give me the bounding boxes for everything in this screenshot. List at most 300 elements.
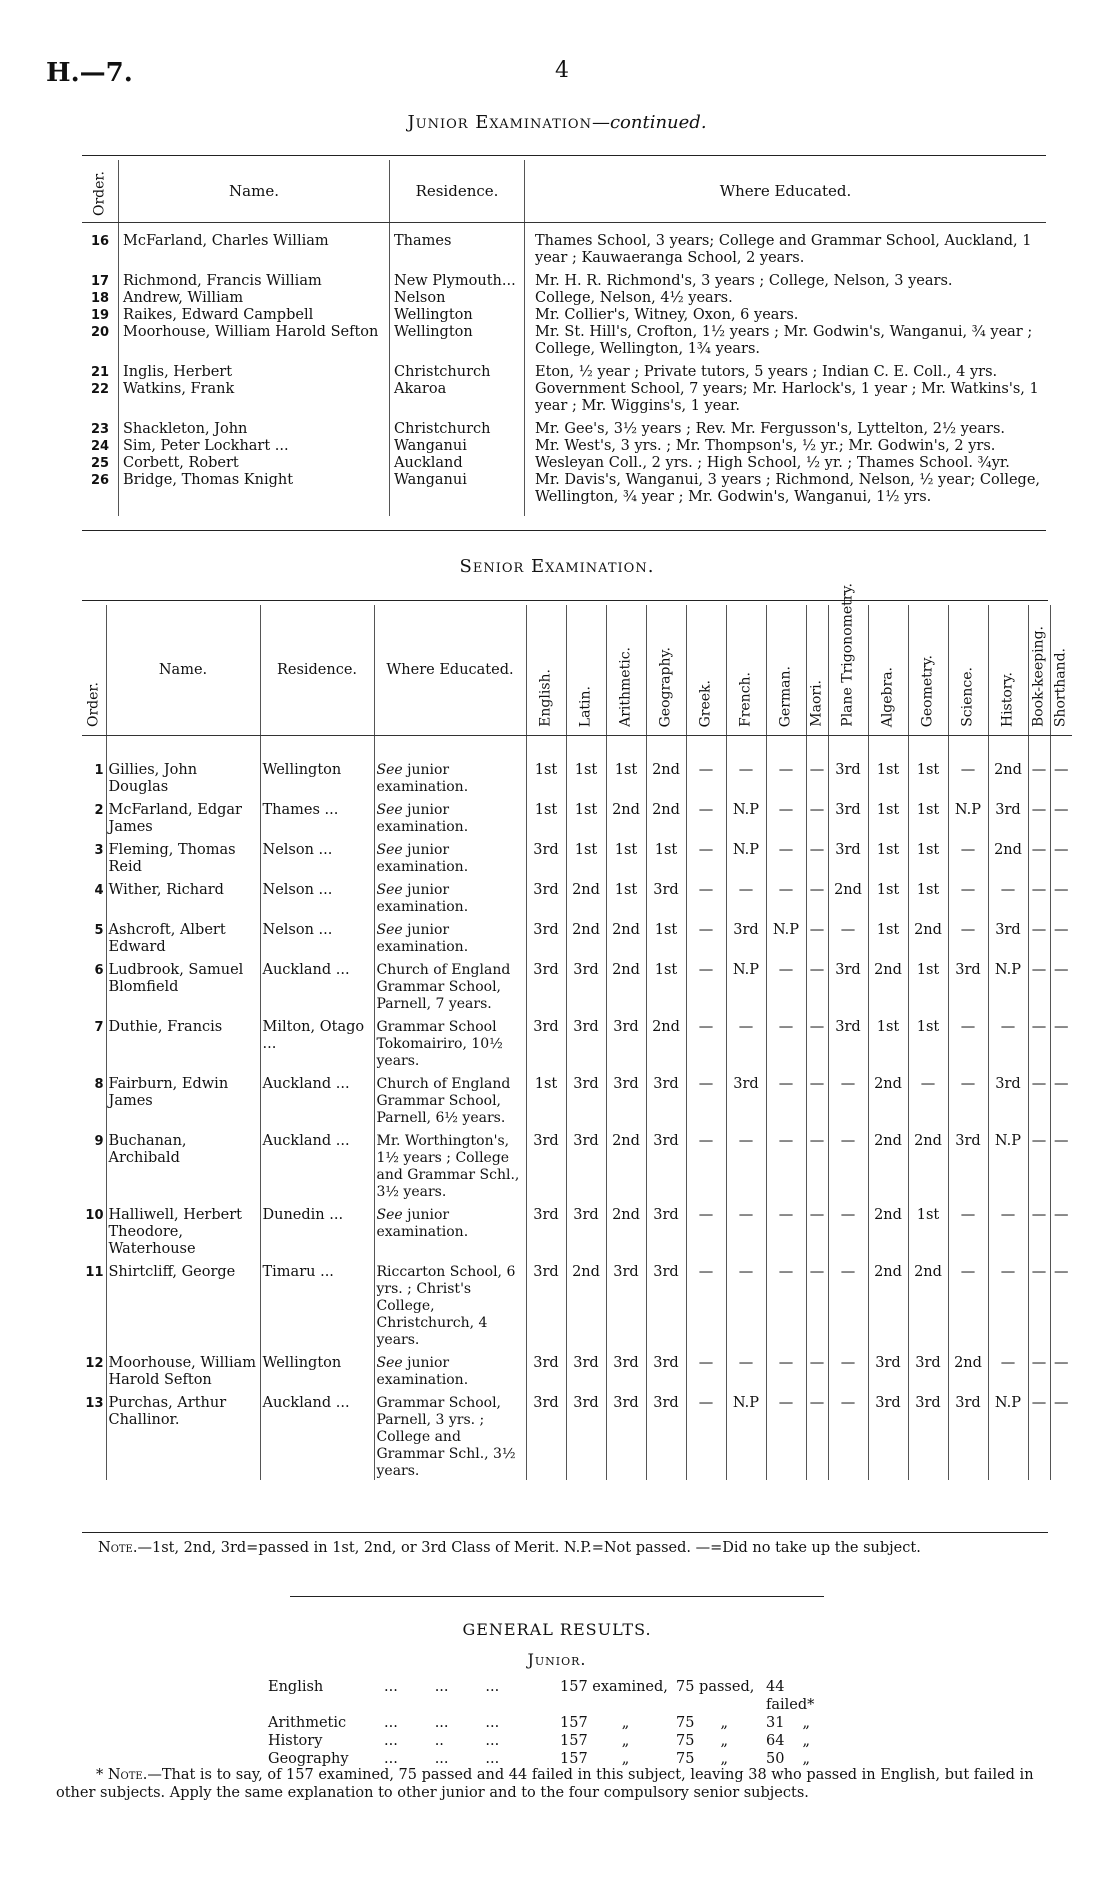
senior-where <box>374 1389 526 1480</box>
senior-result: — <box>828 1349 868 1389</box>
senior-result: 3rd <box>646 1127 686 1201</box>
senior-result: — <box>726 1349 766 1389</box>
senior-result: — <box>686 836 726 876</box>
senior-where-see: See <box>376 802 403 818</box>
senior-result: N.P <box>726 956 766 1013</box>
junior-residence: Auckland <box>390 455 525 472</box>
senior-result: 1st <box>908 836 948 876</box>
senior-result: — <box>908 1070 948 1127</box>
senior-result: — <box>686 1389 726 1480</box>
senior-col-subject: French. <box>726 605 766 736</box>
junior-name: Richmond, Francis William <box>119 267 390 290</box>
senior-where-see: See <box>376 882 403 898</box>
senior-result: 3rd <box>988 1070 1028 1127</box>
senior-result: 2nd <box>606 916 646 956</box>
senior-where <box>374 796 526 836</box>
senior-result: — <box>948 916 988 956</box>
general-junior-title: Junior. <box>527 1650 587 1669</box>
result-leader-dots: ... ... ... <box>384 1679 500 1695</box>
senior-where-text: Mr. Worthington's, 1½ years ; College and Grammar Schl., 3½ years. <box>376 1133 520 1200</box>
senior-result: — <box>806 1201 828 1258</box>
legend-note <box>98 1540 921 1556</box>
senior-where-see: See <box>376 762 403 778</box>
result-examined: 157 „ <box>560 1751 630 1767</box>
senior-result: — <box>766 1349 806 1389</box>
senior-result: 3rd <box>828 836 868 876</box>
result-leader-dots: ... ... ... <box>384 1751 500 1767</box>
senior-residence: Thames ... <box>260 796 374 836</box>
senior-where <box>374 1201 526 1258</box>
junior-order: 17 <box>90 274 110 289</box>
legend-note-text: —1st, 2nd, 3rd=passed in 1st, 2nd, or 3rd Class of Merit. N.P.=Not passed. —=Did no take up the subject. <box>137 1540 921 1556</box>
senior-row <box>82 1389 1072 1480</box>
senior-result: 2nd <box>566 876 606 916</box>
senior-result: — <box>828 1389 868 1480</box>
senior-result: — <box>686 736 726 797</box>
senior-top-rule <box>82 600 1048 601</box>
senior-result: — <box>766 1389 806 1480</box>
senior-col-order: Order. <box>82 605 106 736</box>
senior-residence: Milton, Otago ... <box>260 1013 374 1070</box>
senior-where-text: Church of England Grammar School, Parnell, 7 years. <box>376 962 511 1012</box>
senior-result: 3rd <box>988 916 1028 956</box>
junior-where: Mr. Collier's, Witney, Oxon, 6 years. <box>525 307 1047 324</box>
junior-order: 25 <box>90 456 110 471</box>
senior-result: — <box>806 836 828 876</box>
junior-col-residence: Residence. <box>390 160 525 223</box>
senior-where <box>374 1013 526 1070</box>
senior-result: — <box>1028 1201 1050 1258</box>
ditto-mark: „ <box>621 1751 630 1767</box>
senior-name: Halliwell, Herbert Theodore, Waterhouse <box>106 1201 260 1258</box>
result-passed: 75 passed, <box>676 1679 755 1695</box>
senior-result: — <box>1050 1258 1072 1349</box>
senior-residence: Wellington <box>260 736 374 797</box>
senior-result: — <box>828 916 868 956</box>
junior-where: Wesleyan Coll., 2 yrs. ; High School, ½ yr. ; Thames School. ¾yr. <box>525 455 1047 472</box>
senior-result: N.P <box>766 916 806 956</box>
junior-row <box>82 307 1046 324</box>
senior-col-subject: Book-keeping. <box>1028 605 1050 736</box>
senior-result: 3rd <box>606 1070 646 1127</box>
senior-result: 3rd <box>726 1070 766 1127</box>
senior-result: 1st <box>908 956 948 1013</box>
result-failed: 50 „ <box>766 1751 810 1767</box>
senior-result: — <box>726 1127 766 1201</box>
page-number: 4 <box>555 58 569 83</box>
junior-top-rule <box>82 155 1046 156</box>
senior-result: — <box>1050 1127 1072 1201</box>
result-leader-dots: ... .. ... <box>384 1733 500 1749</box>
senior-result: 3rd <box>526 836 566 876</box>
senior-row <box>82 736 1072 797</box>
senior-result: 3rd <box>566 956 606 1013</box>
senior-result: 1st <box>908 1013 948 1070</box>
senior-result: 1st <box>908 796 948 836</box>
senior-result: 3rd <box>566 1127 606 1201</box>
footnote-text: —That is to say, of 157 examined, 75 passed and 44 failed in this subject, leaving 38 who passed in English, but failed in other subjects. Apply the same explanation to other junior and to the four compulsory senior subjects. <box>56 1767 1034 1801</box>
senior-result: 3rd <box>646 876 686 916</box>
senior-result: — <box>1028 876 1050 916</box>
senior-row <box>82 836 1072 876</box>
senior-result: — <box>686 1070 726 1127</box>
junior-row <box>82 415 1046 438</box>
senior-result: — <box>686 876 726 916</box>
senior-where-see: See <box>376 922 403 938</box>
senior-result: — <box>948 1013 988 1070</box>
report-code: H.—7. <box>46 58 133 88</box>
senior-result: — <box>988 876 1028 916</box>
junior-order: 19 <box>90 308 110 323</box>
senior-result: 2nd <box>908 1127 948 1201</box>
senior-col-subject: Geography. <box>646 605 686 736</box>
senior-col-subject: Greek. <box>686 605 726 736</box>
junior-bottom-rule <box>82 530 1046 531</box>
footnote-label: * Note. <box>96 1767 148 1783</box>
senior-result: 2nd <box>948 1349 988 1389</box>
senior-result: 3rd <box>526 916 566 956</box>
footnote <box>56 1766 1056 1802</box>
general-results-row <box>268 1678 842 1714</box>
result-subject: Geography <box>268 1751 349 1767</box>
senior-result: — <box>1050 1070 1072 1127</box>
senior-result: 3rd <box>646 1258 686 1349</box>
senior-result: 3rd <box>606 1258 646 1349</box>
senior-result: 3rd <box>828 956 868 1013</box>
senior-result: — <box>1050 736 1072 797</box>
senior-result: 1st <box>526 1070 566 1127</box>
ditto-mark: „ <box>802 1733 810 1749</box>
senior-residence: Auckland ... <box>260 956 374 1013</box>
senior-result: — <box>1028 1349 1050 1389</box>
result-examined: 157 „ <box>560 1733 630 1749</box>
senior-result: 3rd <box>566 1349 606 1389</box>
junior-residence: Wanganui <box>390 438 525 455</box>
senior-result: 1st <box>868 916 908 956</box>
senior-result: 2nd <box>868 1201 908 1258</box>
senior-where <box>374 916 526 956</box>
senior-result: — <box>1050 1389 1072 1480</box>
senior-result: — <box>806 796 828 836</box>
ditto-mark: „ <box>802 1715 810 1731</box>
ditto-mark: „ <box>720 1715 728 1731</box>
senior-result: — <box>988 1013 1028 1070</box>
senior-order: 6 <box>94 963 104 978</box>
senior-result: — <box>828 1258 868 1349</box>
junior-order: 18 <box>90 291 110 306</box>
senior-result: 2nd <box>606 1201 646 1258</box>
senior-row <box>82 1127 1072 1201</box>
junior-name: McFarland, Charles William <box>119 223 390 268</box>
senior-row <box>82 1201 1072 1258</box>
senior-result: N.P <box>988 1127 1028 1201</box>
senior-result: — <box>948 836 988 876</box>
senior-result: 1st <box>606 876 646 916</box>
senior-where <box>374 1070 526 1127</box>
junior-where: Mr. H. R. Richmond's, 3 years ; College, Nelson, 3 years. <box>525 267 1047 290</box>
senior-result: 3rd <box>566 1389 606 1480</box>
senior-result: — <box>766 1070 806 1127</box>
senior-name: Ashcroft, Albert Edward <box>106 916 260 956</box>
result-subject: Arithmetic <box>268 1715 347 1731</box>
result-failed: 31 „ <box>766 1715 810 1731</box>
senior-result: 1st <box>908 876 948 916</box>
senior-result: 1st <box>908 736 948 797</box>
senior-result: 3rd <box>526 1349 566 1389</box>
senior-result: — <box>686 1013 726 1070</box>
senior-result: N.P <box>726 1389 766 1480</box>
senior-where-text: Riccarton School, 6 yrs. ; Christ's College, Christchurch, 4 years. <box>376 1264 516 1348</box>
senior-name: Duthie, Francis <box>106 1013 260 1070</box>
senior-result: — <box>1050 876 1072 916</box>
senior-result: 3rd <box>646 1349 686 1389</box>
result-leader-dots: ... ... ... <box>384 1715 500 1731</box>
senior-where-text: junior examination. <box>376 842 469 875</box>
junior-where: Thames School, 3 years; College and Grammar School, Auckland, 1 year ; Kauwaeranga School, 2 years. <box>525 223 1047 268</box>
junior-where: Mr. Gee's, 3½ years ; Rev. Mr. Fergusson's, Lyttelton, 2½ years. <box>525 415 1047 438</box>
junior-order: 20 <box>90 325 110 340</box>
senior-result: — <box>806 1127 828 1201</box>
senior-order: 8 <box>94 1077 104 1092</box>
senior-result: 2nd <box>868 1258 908 1349</box>
junior-row <box>82 472 1046 516</box>
result-passed: 75 „ <box>676 1715 728 1731</box>
junior-residence: Wellington <box>390 307 525 324</box>
senior-result: — <box>806 1013 828 1070</box>
senior-result: 1st <box>606 836 646 876</box>
senior-col-subject: History. <box>988 605 1028 736</box>
senior-where-text: junior examination. <box>376 1207 469 1240</box>
senior-result: — <box>1028 1127 1050 1201</box>
senior-result: — <box>766 836 806 876</box>
junior-row <box>82 324 1046 358</box>
junior-where: Mr. West's, 3 yrs. ; Mr. Thompson's, ½ yr.; Mr. Godwin's, 2 yrs. <box>525 438 1047 455</box>
senior-result: 3rd <box>726 916 766 956</box>
senior-result: N.P <box>988 956 1028 1013</box>
senior-order: 10 <box>85 1208 104 1223</box>
junior-order: 26 <box>90 473 110 488</box>
result-failed: 44 failed* <box>766 1679 815 1713</box>
senior-order: 12 <box>85 1356 104 1371</box>
senior-result: — <box>806 876 828 916</box>
senior-result: 1st <box>868 736 908 797</box>
senior-result: — <box>766 876 806 916</box>
senior-result: — <box>1050 1201 1072 1258</box>
senior-where-see: See <box>376 1207 403 1223</box>
senior-result: 3rd <box>908 1389 948 1480</box>
senior-col-subject: Latin. <box>566 605 606 736</box>
general-results-row <box>268 1732 842 1750</box>
junior-residence: Nelson <box>390 290 525 307</box>
junior-name: Andrew, William <box>119 290 390 307</box>
senior-result: 1st <box>646 916 686 956</box>
senior-result: 3rd <box>948 1127 988 1201</box>
senior-where <box>374 1127 526 1201</box>
result-failed: 64 „ <box>766 1733 810 1749</box>
senior-residence: Nelson ... <box>260 876 374 916</box>
senior-where <box>374 836 526 876</box>
senior-result: — <box>686 1349 726 1389</box>
general-divider <box>290 1596 824 1597</box>
senior-result: 2nd <box>606 1127 646 1201</box>
senior-result: — <box>686 916 726 956</box>
junior-name: Raikes, Edward Campbell <box>119 307 390 324</box>
senior-result: 2nd <box>868 1070 908 1127</box>
senior-where-see: See <box>376 842 403 858</box>
senior-result: — <box>686 1127 726 1201</box>
senior-result: — <box>1028 1258 1050 1349</box>
junior-col-order: Order. <box>82 160 119 223</box>
senior-result: — <box>1028 836 1050 876</box>
result-subject: History <box>268 1733 323 1749</box>
senior-order: 1 <box>94 763 104 778</box>
senior-result: 3rd <box>646 1070 686 1127</box>
senior-where <box>374 1349 526 1389</box>
ditto-mark: „ <box>802 1751 810 1767</box>
junior-residence: Thames <box>390 223 525 268</box>
senior-result: — <box>726 736 766 797</box>
senior-where-text: junior examination. <box>376 1355 469 1388</box>
senior-result: 2nd <box>566 1258 606 1349</box>
senior-result: — <box>686 1201 726 1258</box>
ditto-mark: „ <box>720 1751 728 1767</box>
senior-result: 3rd <box>526 1258 566 1349</box>
senior-result: 3rd <box>646 1201 686 1258</box>
senior-result: 1st <box>566 796 606 836</box>
senior-result: — <box>1028 1013 1050 1070</box>
senior-result: 2nd <box>908 916 948 956</box>
junior-row <box>82 455 1046 472</box>
senior-result: — <box>806 916 828 956</box>
senior-result: — <box>766 956 806 1013</box>
senior-result: 1st <box>868 796 908 836</box>
junior-table <box>82 160 1046 516</box>
senior-result: 3rd <box>526 1013 566 1070</box>
senior-result: 2nd <box>988 836 1028 876</box>
junior-residence: Wellington <box>390 324 525 358</box>
senior-col-subject: Algebra. <box>868 605 908 736</box>
senior-name: Ludbrook, Samuel Blomfield <box>106 956 260 1013</box>
senior-result: — <box>948 1201 988 1258</box>
senior-result: — <box>1050 836 1072 876</box>
senior-name: Fleming, Thomas Reid <box>106 836 260 876</box>
senior-result: — <box>766 1127 806 1201</box>
senior-where <box>374 1258 526 1349</box>
senior-result: 3rd <box>828 796 868 836</box>
senior-result: — <box>1028 916 1050 956</box>
senior-result: 1st <box>868 836 908 876</box>
senior-result: 3rd <box>526 956 566 1013</box>
senior-order: 11 <box>85 1265 104 1280</box>
senior-result: — <box>726 876 766 916</box>
senior-result: — <box>806 736 828 797</box>
senior-result: — <box>1028 1070 1050 1127</box>
senior-order: 13 <box>85 1396 104 1411</box>
senior-col-subject: Science. <box>948 605 988 736</box>
senior-result: — <box>1050 916 1072 956</box>
senior-name: Fairburn, Edwin James <box>106 1070 260 1127</box>
senior-result: 3rd <box>566 1013 606 1070</box>
senior-result: 1st <box>526 736 566 797</box>
senior-result: — <box>686 956 726 1013</box>
senior-result: 2nd <box>646 736 686 797</box>
senior-name: Purchas, Arthur Challinor. <box>106 1389 260 1480</box>
senior-result: 3rd <box>566 1201 606 1258</box>
junior-row <box>82 267 1046 290</box>
general-results-title: GENERAL RESULTS. <box>462 1620 652 1639</box>
senior-name: Gillies, John Douglas <box>106 736 260 797</box>
senior-result: 2nd <box>908 1258 948 1349</box>
senior-where <box>374 736 526 797</box>
senior-result: — <box>1028 956 1050 1013</box>
senior-row <box>82 1070 1072 1127</box>
senior-where <box>374 876 526 916</box>
senior-result: 3rd <box>988 796 1028 836</box>
senior-result: 3rd <box>828 1013 868 1070</box>
junior-name: Inglis, Herbert <box>119 358 390 381</box>
senior-result: — <box>948 736 988 797</box>
junior-where: Mr. St. Hill's, Crofton, 1½ years ; Mr. Godwin's, Wanganui, ¾ year ; College, Wellington, 1¾ years. <box>525 324 1047 358</box>
senior-result: 1st <box>646 836 686 876</box>
senior-result: — <box>806 1070 828 1127</box>
ditto-mark: „ <box>621 1715 630 1731</box>
junior-order: 16 <box>90 234 110 249</box>
senior-result: 3rd <box>868 1389 908 1480</box>
senior-result: 1st <box>566 836 606 876</box>
senior-result: — <box>828 1201 868 1258</box>
senior-col-subject: English. <box>526 605 566 736</box>
senior-result: 1st <box>868 876 908 916</box>
senior-result: — <box>1050 1013 1072 1070</box>
senior-result: — <box>1050 956 1072 1013</box>
senior-col-subject: Plane Trigonometry. <box>828 605 868 736</box>
junior-name: Corbett, Robert <box>119 455 390 472</box>
senior-result: — <box>766 1013 806 1070</box>
senior-result: 2nd <box>646 796 686 836</box>
senior-result: — <box>988 1349 1028 1389</box>
senior-result: — <box>766 796 806 836</box>
senior-result: — <box>1028 1389 1050 1480</box>
senior-result: — <box>806 1258 828 1349</box>
senior-result: 3rd <box>646 1389 686 1480</box>
senior-where-text: Grammar School, Parnell, 3 yrs. ; College and Grammar Schl., 3½ years. <box>376 1395 516 1479</box>
junior-residence: Christchurch <box>390 358 525 381</box>
senior-where-text: junior examination. <box>376 762 469 795</box>
senior-name: Wither, Richard <box>106 876 260 916</box>
senior-result: 3rd <box>566 1070 606 1127</box>
senior-col-subject: Arithmetic. <box>606 605 646 736</box>
senior-col-subject: German. <box>766 605 806 736</box>
senior-where-see: See <box>376 1355 403 1371</box>
senior-result: — <box>988 1201 1028 1258</box>
senior-result: 3rd <box>828 736 868 797</box>
senior-col-subject: Maori. <box>806 605 828 736</box>
senior-name: Moorhouse, William Harold Sefton <box>106 1349 260 1389</box>
senior-result: 2nd <box>606 796 646 836</box>
junior-caption-cont: —continued. <box>591 112 707 133</box>
senior-order: 4 <box>94 883 104 898</box>
senior-result: 1st <box>646 956 686 1013</box>
junior-caption-main: Junior Examination <box>407 112 592 133</box>
junior-where: Mr. Davis's, Wanganui, 3 years ; Richmond, Nelson, ½ year; College, Wellington, ¾ year ; Mr. Godwin's, Wanganui, 1½ yrs. <box>525 472 1047 516</box>
senior-result: — <box>766 1201 806 1258</box>
senior-order: 9 <box>94 1134 104 1149</box>
junior-where: Government School, 7 years; Mr. Harlock's, 1 year ; Mr. Watkins's, 1 year ; Mr. Wiggins's, 1 year. <box>525 381 1047 415</box>
junior-name: Sim, Peter Lockhart ... <box>119 438 390 455</box>
junior-name: Shackleton, John <box>119 415 390 438</box>
junior-name: Watkins, Frank <box>119 381 390 415</box>
senior-result: 3rd <box>526 876 566 916</box>
